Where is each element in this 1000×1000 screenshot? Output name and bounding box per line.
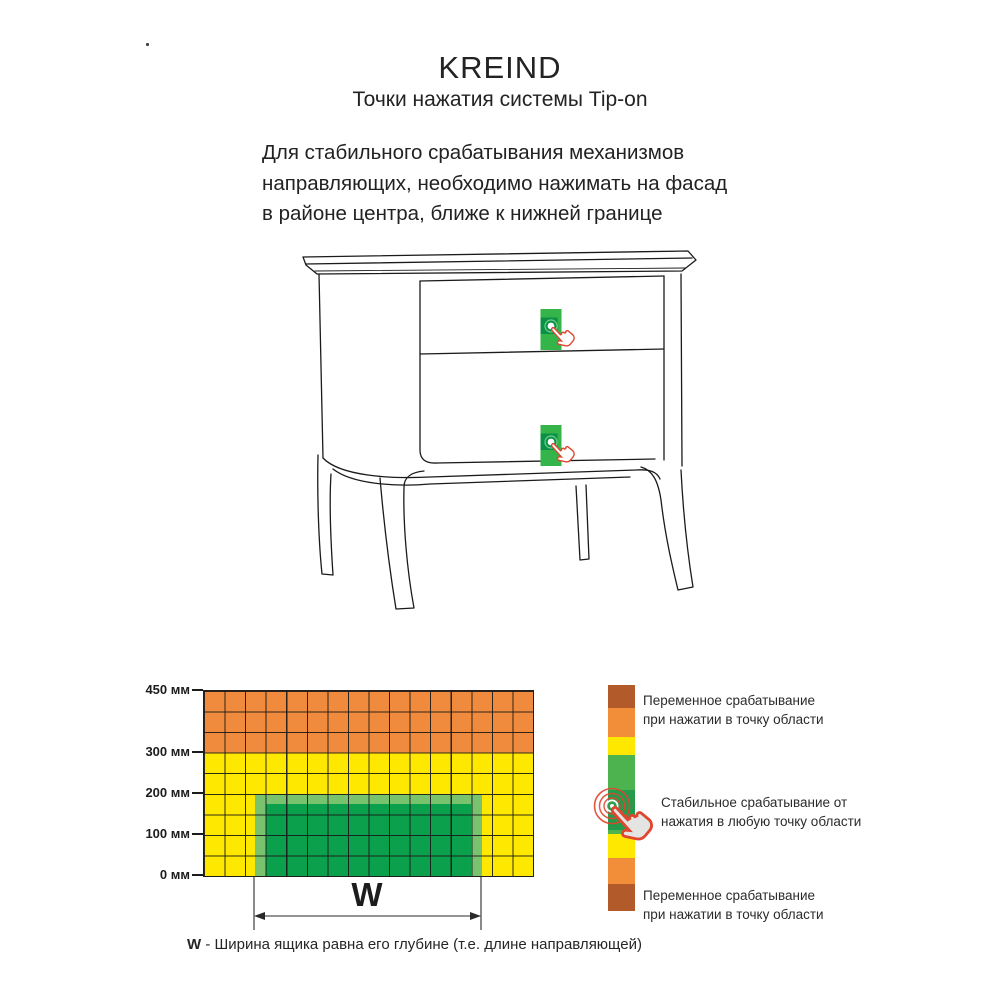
caption-text: - Ширина ящика равна его глубине (т.е. длине направляющей) — [201, 936, 642, 953]
y-axis-label-100: 100 мм — [145, 826, 190, 841]
legend-bottom-line1: Переменное срабатывание — [643, 888, 816, 903]
tick-dash-0 — [192, 874, 203, 876]
legend-middle-line2: нажатия в любую точку области — [661, 814, 862, 829]
intro-line-1: Для стабильного срабатывания механизмов — [262, 141, 685, 164]
intro-paragraph — [262, 138, 762, 230]
tick-dash-300 — [192, 751, 203, 753]
tick-dash-450 — [192, 689, 203, 691]
y-axis-label-200: 200 мм — [145, 785, 190, 800]
legend-seg-brown-top — [608, 685, 635, 708]
intro-line-3: в районе центра, ближе к нижней границе — [262, 202, 663, 225]
brand-title: KREIND — [438, 50, 562, 85]
drawer-press-indicator-top — [541, 309, 577, 350]
arrowhead-right — [470, 912, 481, 920]
legend-seg-yellow-top — [608, 737, 635, 755]
legend-seg-brown-bottom — [608, 884, 635, 911]
arrowhead-left — [254, 912, 265, 920]
legend-text-top — [643, 691, 824, 729]
y-axis-label-300: 300 мм — [145, 744, 190, 759]
y-axis-label-0: 0 мм — [159, 867, 190, 882]
grid-lines — [204, 691, 533, 876]
tick-dash-100 — [192, 833, 203, 835]
caption-w: W — [187, 936, 202, 953]
intro-line-2: направляющих, необходимо нажимать на фасад — [262, 171, 728, 195]
cabinet-outline — [303, 251, 696, 609]
legend-text-bottom — [643, 886, 824, 924]
nightstand-illustration — [295, 240, 705, 620]
chart-caption — [187, 936, 642, 953]
stray-dot — [146, 43, 149, 46]
tick-dash-200 — [192, 792, 203, 794]
legend-bottom-line2: при нажатии в точку области — [643, 907, 824, 922]
y-axis-label-450: 450 мм — [145, 682, 190, 697]
legend-top-line2: при нажатии в точку области — [643, 712, 824, 727]
legend-text-middle — [661, 793, 861, 831]
drawer-press-indicator-bottom — [541, 425, 577, 466]
press-zone-grid — [203, 690, 534, 877]
w-label: W — [351, 876, 383, 913]
legend-top-line1: Переменное срабатывание — [643, 693, 816, 708]
legend-seg-orange-top — [608, 708, 635, 737]
legend-middle-line1: Стабильное срабатывание от — [661, 795, 848, 810]
page-subtitle: Точки нажатия системы Tip-on — [352, 88, 648, 111]
